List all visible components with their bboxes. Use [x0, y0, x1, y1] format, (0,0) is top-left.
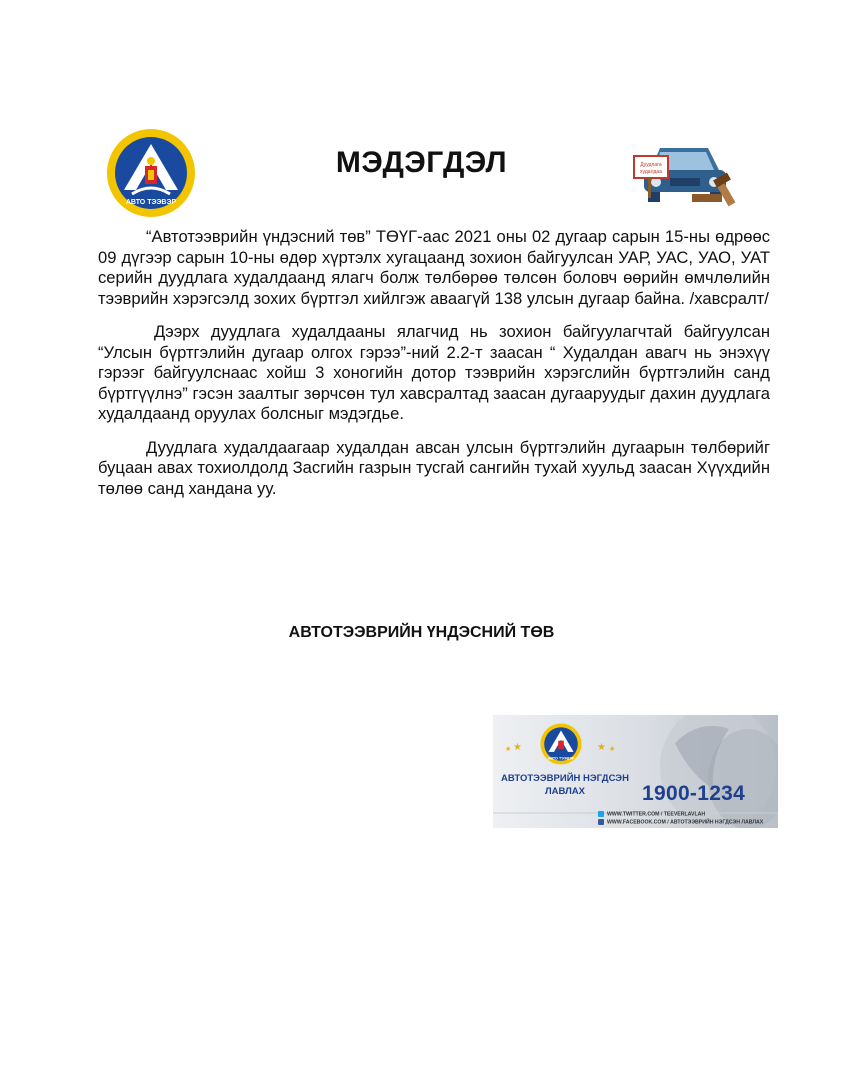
banner-title: АВТОТЭЭВРИЙН НЭГДСЭН ЛАВЛАХ: [501, 773, 629, 797]
svg-text:★: ★: [597, 742, 606, 753]
paragraph-2: Дээрх дуудлага худалдааны ялагчид нь зохион байгуулагчтай байгуулсан “Улсын бүртгэлийн дугаар олгох гэрээ”-ний 2.2-т заасан “ Худалдан авагч нь энэхүү гэрээг байгуулснаас хойш 3 хоногийн дотор тээврийн хэрэгслийн бүртгэлийн санд бүртгүүлнэ” гэсэн заалтыг зөрчсөн тул хавсралтад заасан дугааруудыг дахин дуудлага худалдаанд оруулах болсныг мэдэгдье.: [98, 322, 770, 423]
facebook-link[interactable]: [598, 819, 763, 827]
logo-text: АВТО ТЭЭВЭР: [125, 199, 177, 206]
svg-text:★: ★: [609, 745, 616, 753]
facebook-text: WWW.FACEBOOK.COM / АВТОТЭЭВРИЙН НЭГДСЭН ЛАВЛАХ: [607, 819, 764, 826]
twitter-link[interactable]: [598, 811, 763, 819]
social-links: [598, 811, 763, 827]
banner-logo: [540, 723, 582, 765]
twitter-text: WWW.TWITTER.COM / TEEVERLAVLAH: [607, 811, 706, 818]
paragraph-3: Дуудлага худалдаагаар худалдан авсан улсын бүртгэлийн дугаарын төлбөрийг буцаан авах тохиолдолд Засгийн газрын тусгай сангийн тухай хуульд заасан Хүүхдийн төлөө санд хандана уу.: [98, 437, 770, 498]
banner-logo-text: АВТО ТЭЭВЭР: [547, 756, 575, 761]
twitter-icon: [598, 811, 604, 817]
signature: АВТОТЭЭВРИЙН ҮНДЭСНИЙ ТӨВ: [288, 624, 555, 641]
notice-body: [98, 227, 770, 512]
page-title: МЭДЭГДЭЛ: [335, 146, 508, 179]
svg-text:худалдаа: худалдаа: [640, 169, 662, 175]
svg-text:★: ★: [513, 742, 522, 753]
paragraph-1: “Автотээврийн үндэсний төв” ТӨҮГ-аас 2021 оны 02 дугаар сарын 15-ны өдрөөс 09 дүгээр сарын 10-ны өдөр хүртэлх хугацаанд зохион байгуулсан УАР, УАС, УАО, УАТ серийн дуудлага худалдаанд ялагч болж төлбөрөө төлсөн боловч өөрийн өмчлөлийн тээврийн хэрэгсэлд зохих бүртгэл хийлгэж аваагүй 138 улсын дугаар байна. /хавсралт/: [98, 227, 770, 308]
svg-text:★: ★: [505, 745, 512, 753]
hotline-number: 1900-1234: [642, 782, 746, 805]
auction-car-illustration: [626, 132, 736, 210]
svg-text:Дуудлага: Дуудлага: [640, 162, 662, 168]
facebook-icon: [598, 819, 604, 825]
